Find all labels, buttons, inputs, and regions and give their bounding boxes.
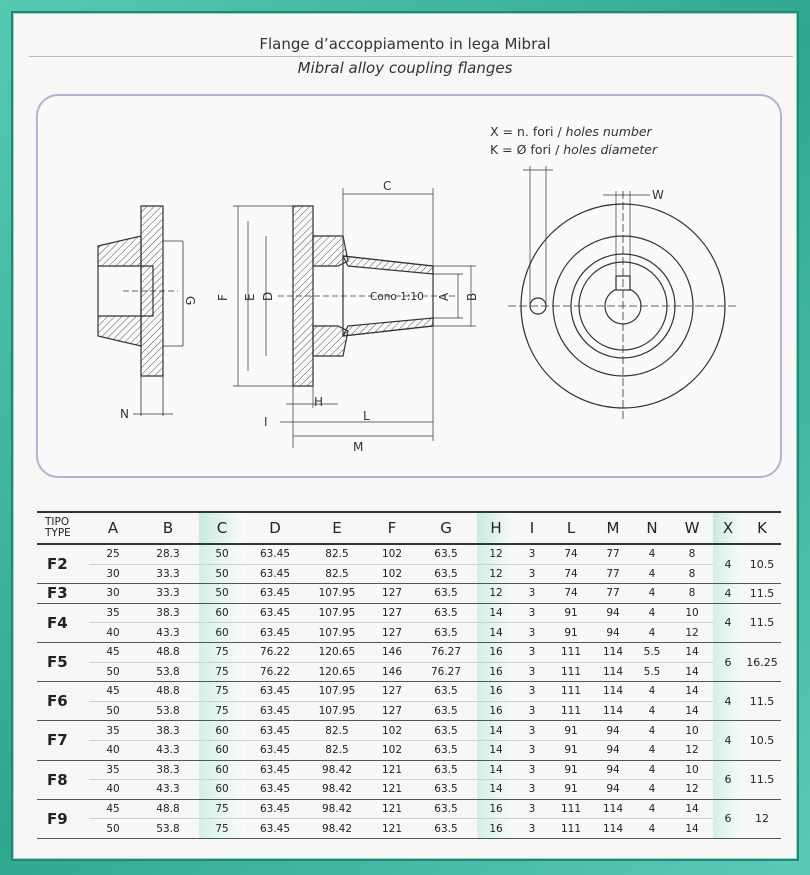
cell-f: 121 [369, 780, 415, 800]
cell-d: 76.22 [245, 662, 305, 682]
cell-n: 4 [633, 721, 671, 741]
cell-d: 63.45 [245, 760, 305, 780]
cell-c: 60 [199, 603, 245, 623]
cell-g: 63.5 [415, 564, 477, 584]
cell-m: 77 [593, 544, 633, 564]
cell-m: 94 [593, 740, 633, 760]
table-row [37, 584, 781, 604]
cell-d: 63.45 [245, 544, 305, 564]
cell-f: 102 [369, 721, 415, 741]
cell-f: 121 [369, 819, 415, 839]
type-cell: F8 [37, 760, 89, 799]
svg-text:H: H [314, 395, 324, 409]
cell-x: 6 [713, 760, 743, 799]
column-header-e: E [305, 512, 369, 544]
cell-b: 48.8 [137, 799, 199, 819]
cell-k: 11.5 [743, 603, 781, 642]
svg-text:D: D [261, 291, 275, 301]
cell-a: 50 [89, 662, 137, 682]
cell-c: 75 [199, 642, 245, 662]
svg-text:I: I [264, 415, 268, 429]
title-divider [29, 56, 793, 57]
cell-e: 98.42 [305, 799, 369, 819]
cell-w: 10 [671, 603, 713, 623]
cell-m: 114 [593, 819, 633, 839]
cell-g: 63.5 [415, 740, 477, 760]
cell-f: 127 [369, 682, 415, 702]
cell-f: 127 [369, 701, 415, 721]
svg-text:F: F [216, 294, 230, 301]
cell-l: 91 [549, 603, 593, 623]
cell-l: 111 [549, 701, 593, 721]
cell-n: 4 [633, 564, 671, 584]
cell-d: 63.45 [245, 701, 305, 721]
svg-text:L: L [363, 409, 370, 423]
cell-m: 114 [593, 799, 633, 819]
cell-a: 30 [89, 584, 137, 604]
cell-n: 4 [633, 819, 671, 839]
cell-m: 114 [593, 642, 633, 662]
cell-f: 121 [369, 760, 415, 780]
column-header-n: N [633, 512, 671, 544]
column-header-w: W [671, 512, 713, 544]
cell-f: 146 [369, 642, 415, 662]
svg-text:M: M [353, 440, 364, 454]
cell-w: 12 [671, 740, 713, 760]
cell-c: 75 [199, 799, 245, 819]
cell-k: 11.5 [743, 584, 781, 604]
cell-w: 14 [671, 799, 713, 819]
svg-text:Cono 1:10: Cono 1:10 [370, 291, 424, 303]
column-header-i: I [515, 512, 549, 544]
cell-b: 43.3 [137, 740, 199, 760]
cell-x: 4 [713, 584, 743, 604]
cell-k: 16.25 [743, 642, 781, 681]
cell-n: 5.5 [633, 662, 671, 682]
cell-e: 82.5 [305, 564, 369, 584]
cell-h: 12 [477, 584, 515, 604]
cell-a: 40 [89, 740, 137, 760]
cell-k: 11.5 [743, 760, 781, 799]
cell-g: 63.5 [415, 584, 477, 604]
cell-h: 16 [477, 642, 515, 662]
cell-f: 127 [369, 603, 415, 623]
table-row [37, 603, 781, 623]
cell-d: 63.45 [245, 623, 305, 643]
svg-text:B: B [465, 292, 479, 301]
cell-a: 25 [89, 544, 137, 564]
cell-c: 60 [199, 740, 245, 760]
cell-b: 33.3 [137, 584, 199, 604]
table-row [37, 780, 781, 800]
type-cell: F4 [37, 603, 89, 642]
type-cell: F3 [37, 584, 89, 604]
cell-l: 74 [549, 564, 593, 584]
svg-text:N: N [120, 407, 129, 421]
table-body [37, 544, 781, 838]
dimensions-table-wrap [37, 511, 781, 839]
cell-d: 63.45 [245, 799, 305, 819]
column-header-k: K [743, 512, 781, 544]
cell-h: 12 [477, 564, 515, 584]
cell-a: 30 [89, 564, 137, 584]
cell-a: 35 [89, 603, 137, 623]
dimensions-table [37, 511, 781, 839]
cell-f: 102 [369, 544, 415, 564]
table-row [37, 564, 781, 584]
title-italian: Flange d’accoppiamento in lega Mibral [259, 35, 551, 53]
table-header-row [37, 512, 781, 544]
cell-g: 63.5 [415, 623, 477, 643]
cell-h: 16 [477, 662, 515, 682]
table-row [37, 662, 781, 682]
cell-e: 107.95 [305, 603, 369, 623]
cell-g: 63.5 [415, 544, 477, 564]
cell-a: 40 [89, 623, 137, 643]
catalog-page [13, 13, 797, 859]
table-row [37, 623, 781, 643]
cell-c: 75 [199, 662, 245, 682]
cell-g: 76.27 [415, 642, 477, 662]
cell-n: 4 [633, 701, 671, 721]
column-header-c: C [199, 512, 245, 544]
cell-c: 75 [199, 819, 245, 839]
cell-n: 4 [633, 623, 671, 643]
type-cell: F6 [37, 682, 89, 721]
cell-m: 94 [593, 623, 633, 643]
type-cell: F5 [37, 642, 89, 681]
cell-c: 50 [199, 564, 245, 584]
type-cell: F7 [37, 721, 89, 760]
cell-i: 3 [515, 760, 549, 780]
cell-h: 14 [477, 721, 515, 741]
cell-m: 114 [593, 662, 633, 682]
hub-flange-section [216, 179, 479, 454]
cell-l: 91 [549, 740, 593, 760]
cell-n: 4 [633, 603, 671, 623]
tipo-type-header: TIPO TYPE [37, 512, 89, 544]
table-row [37, 819, 781, 839]
cell-n: 4 [633, 682, 671, 702]
cell-e: 82.5 [305, 721, 369, 741]
cell-l: 111 [549, 799, 593, 819]
cell-f: 146 [369, 662, 415, 682]
column-header-m: M [593, 512, 633, 544]
cell-f: 102 [369, 740, 415, 760]
cell-m: 77 [593, 564, 633, 584]
cell-e: 107.95 [305, 682, 369, 702]
type-cell: F9 [37, 799, 89, 838]
flange-front-view [508, 166, 738, 421]
cell-g: 63.5 [415, 682, 477, 702]
cell-i: 3 [515, 642, 549, 662]
cell-b: 48.8 [137, 642, 199, 662]
cell-w: 14 [671, 642, 713, 662]
cell-b: 53.8 [137, 701, 199, 721]
cell-x: 6 [713, 799, 743, 838]
cell-h: 14 [477, 623, 515, 643]
cell-i: 3 [515, 701, 549, 721]
cell-n: 4 [633, 584, 671, 604]
technical-drawing-panel [36, 94, 782, 478]
cell-i: 3 [515, 780, 549, 800]
cell-g: 63.5 [415, 819, 477, 839]
column-header-h: H [477, 512, 515, 544]
cell-l: 111 [549, 642, 593, 662]
table-row [37, 799, 781, 819]
cell-d: 63.45 [245, 721, 305, 741]
cell-i: 3 [515, 662, 549, 682]
cell-d: 63.45 [245, 819, 305, 839]
cell-m: 114 [593, 701, 633, 721]
cell-b: 38.3 [137, 721, 199, 741]
cell-l: 74 [549, 584, 593, 604]
cell-e: 107.95 [305, 701, 369, 721]
cell-n: 4 [633, 760, 671, 780]
cell-m: 77 [593, 584, 633, 604]
cell-b: 53.8 [137, 819, 199, 839]
cell-d: 63.45 [245, 780, 305, 800]
legend-holes-number: X = n. fori / holes number [490, 124, 652, 139]
cell-i: 3 [515, 603, 549, 623]
cell-l: 91 [549, 760, 593, 780]
column-header-l: L [549, 512, 593, 544]
cell-h: 16 [477, 819, 515, 839]
cell-c: 75 [199, 682, 245, 702]
table-row [37, 544, 781, 564]
cell-c: 60 [199, 780, 245, 800]
cell-a: 45 [89, 642, 137, 662]
cell-d: 63.45 [245, 564, 305, 584]
column-header-a: A [89, 512, 137, 544]
cell-e: 107.95 [305, 623, 369, 643]
cell-g: 63.5 [415, 799, 477, 819]
cell-m: 94 [593, 603, 633, 623]
cell-g: 76.27 [415, 662, 477, 682]
cell-e: 98.42 [305, 819, 369, 839]
table-row [37, 701, 781, 721]
cell-e: 120.65 [305, 642, 369, 662]
cell-w: 10 [671, 721, 713, 741]
cell-e: 98.42 [305, 780, 369, 800]
cell-w: 8 [671, 584, 713, 604]
cell-b: 33.3 [137, 564, 199, 584]
cell-l: 91 [549, 721, 593, 741]
table-row [37, 642, 781, 662]
cell-f: 127 [369, 584, 415, 604]
cell-w: 12 [671, 623, 713, 643]
cell-e: 82.5 [305, 740, 369, 760]
svg-text:E: E [243, 293, 257, 301]
svg-text:A: A [437, 292, 451, 301]
cell-w: 14 [671, 682, 713, 702]
cell-i: 3 [515, 584, 549, 604]
cell-i: 3 [515, 740, 549, 760]
cell-l: 91 [549, 780, 593, 800]
cell-m: 94 [593, 721, 633, 741]
column-header-f: F [369, 512, 415, 544]
cell-k: 12 [743, 799, 781, 838]
cell-n: 4 [633, 544, 671, 564]
cell-x: 4 [713, 682, 743, 721]
cell-f: 102 [369, 564, 415, 584]
cell-w: 8 [671, 544, 713, 564]
cell-a: 45 [89, 799, 137, 819]
cell-l: 91 [549, 623, 593, 643]
cell-n: 4 [633, 780, 671, 800]
cell-k: 10.5 [743, 721, 781, 760]
cell-h: 16 [477, 701, 515, 721]
table-row [37, 760, 781, 780]
cell-w: 10 [671, 760, 713, 780]
cell-c: 75 [199, 701, 245, 721]
cell-a: 50 [89, 701, 137, 721]
cell-g: 63.5 [415, 721, 477, 741]
cell-w: 14 [671, 701, 713, 721]
cell-d: 76.22 [245, 642, 305, 662]
cell-i: 3 [515, 721, 549, 741]
cell-g: 63.5 [415, 780, 477, 800]
cell-h: 16 [477, 799, 515, 819]
cell-a: 40 [89, 780, 137, 800]
cell-d: 63.45 [245, 603, 305, 623]
cell-k: 10.5 [743, 544, 781, 584]
cell-h: 14 [477, 780, 515, 800]
cell-b: 48.8 [137, 682, 199, 702]
svg-text:G: G [183, 296, 197, 306]
cell-i: 3 [515, 799, 549, 819]
cell-l: 74 [549, 544, 593, 564]
table-row [37, 740, 781, 760]
cell-x: 4 [713, 721, 743, 760]
cell-g: 63.5 [415, 760, 477, 780]
svg-text:W: W [652, 188, 664, 202]
cell-x: 4 [713, 603, 743, 642]
cell-d: 63.45 [245, 682, 305, 702]
cell-h: 12 [477, 544, 515, 564]
table-row [37, 682, 781, 702]
cell-w: 14 [671, 662, 713, 682]
cell-f: 121 [369, 799, 415, 819]
cell-i: 3 [515, 819, 549, 839]
cell-a: 35 [89, 721, 137, 741]
cell-l: 111 [549, 662, 593, 682]
cell-m: 94 [593, 760, 633, 780]
cell-k: 11.5 [743, 682, 781, 721]
cell-e: 82.5 [305, 544, 369, 564]
cell-x: 4 [713, 544, 743, 584]
flange-drawing [38, 96, 780, 476]
cell-h: 16 [477, 682, 515, 702]
legend-holes-diameter: K = Ø fori / holes diameter [490, 142, 658, 157]
cell-b: 38.3 [137, 603, 199, 623]
svg-text:C: C [383, 179, 392, 193]
title-english: Mibral alloy coupling flanges [297, 59, 513, 77]
cell-w: 12 [671, 780, 713, 800]
cell-n: 5.5 [633, 642, 671, 662]
cell-b: 53.8 [137, 662, 199, 682]
cell-c: 50 [199, 544, 245, 564]
cell-e: 120.65 [305, 662, 369, 682]
column-header-x: X [713, 512, 743, 544]
cell-l: 111 [549, 682, 593, 702]
cell-c: 50 [199, 584, 245, 604]
cell-a: 45 [89, 682, 137, 702]
cell-f: 127 [369, 623, 415, 643]
cell-c: 60 [199, 623, 245, 643]
cell-n: 4 [633, 799, 671, 819]
cell-a: 35 [89, 760, 137, 780]
cell-w: 14 [671, 819, 713, 839]
cell-c: 60 [199, 721, 245, 741]
cell-g: 63.5 [415, 701, 477, 721]
cell-h: 14 [477, 740, 515, 760]
cell-b: 38.3 [137, 760, 199, 780]
cell-b: 43.3 [137, 780, 199, 800]
cell-m: 94 [593, 780, 633, 800]
cell-h: 14 [477, 603, 515, 623]
cell-l: 111 [549, 819, 593, 839]
cell-c: 60 [199, 760, 245, 780]
cell-b: 43.3 [137, 623, 199, 643]
cell-x: 6 [713, 642, 743, 681]
cell-e: 107.95 [305, 584, 369, 604]
cell-i: 3 [515, 623, 549, 643]
cell-d: 63.45 [245, 584, 305, 604]
cell-m: 114 [593, 682, 633, 702]
cell-a: 50 [89, 819, 137, 839]
column-header-d: D [245, 512, 305, 544]
cell-i: 3 [515, 682, 549, 702]
column-header-b: B [137, 512, 199, 544]
column-header-g: G [415, 512, 477, 544]
cell-g: 63.5 [415, 603, 477, 623]
cell-i: 3 [515, 544, 549, 564]
cell-w: 8 [671, 564, 713, 584]
left-flange-section [98, 206, 197, 421]
cell-i: 3 [515, 564, 549, 584]
type-cell: F2 [37, 544, 89, 584]
cell-b: 28.3 [137, 544, 199, 564]
cell-e: 98.42 [305, 760, 369, 780]
cell-n: 4 [633, 740, 671, 760]
cell-d: 63.45 [245, 740, 305, 760]
cell-h: 14 [477, 760, 515, 780]
table-row [37, 721, 781, 741]
